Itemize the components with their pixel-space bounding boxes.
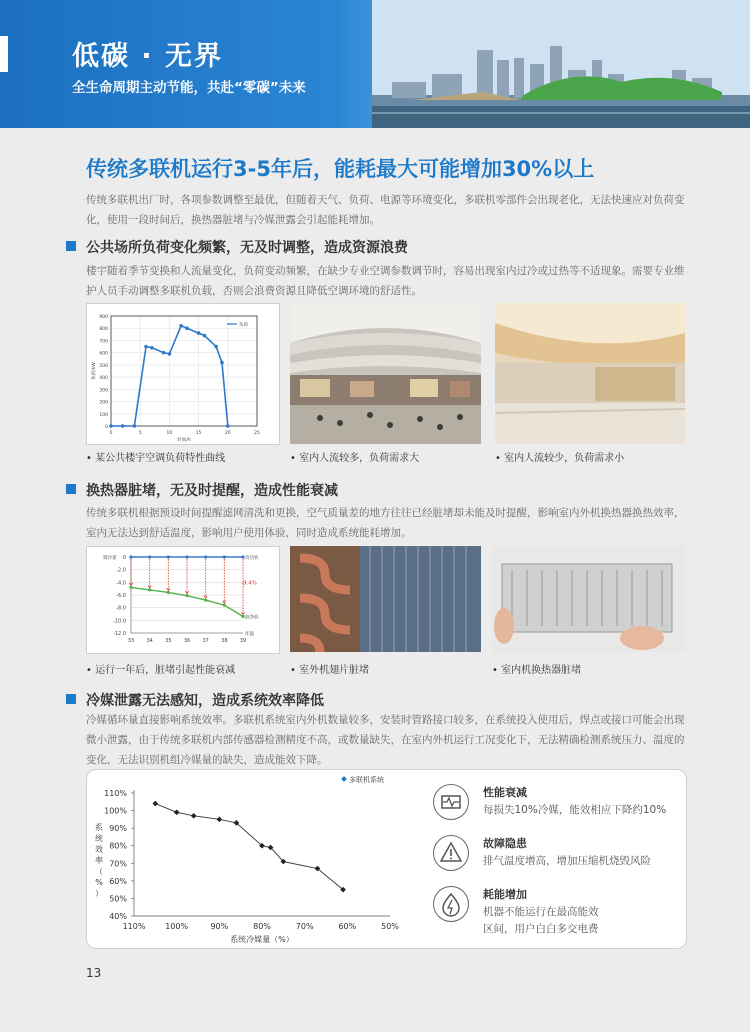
y-tick-label: 80% <box>109 841 127 851</box>
x-tick-label: 34 <box>146 638 153 644</box>
mall-busy-photo <box>290 303 481 444</box>
x-tick-label: 35 <box>165 638 172 644</box>
fault-hazard-icon <box>433 835 469 871</box>
caption: • 室外机翅片脏堵 <box>290 665 370 676</box>
load-curve-svg <box>87 304 279 444</box>
y-axis-label: 负荷/kW <box>92 362 97 380</box>
city-skyline-image <box>372 0 750 128</box>
cooling-decline-svg <box>87 547 279 653</box>
x-tick-label: 70% <box>295 922 314 931</box>
data-point <box>223 555 226 558</box>
data-point <box>133 424 137 428</box>
page-title: 低碳 · 无界 <box>72 41 224 72</box>
x-tick-label: 25 <box>254 431 260 436</box>
x-tick-label: 5 <box>138 431 142 436</box>
outdoor-fin-photo <box>290 546 481 652</box>
y-axis-label-char: % <box>95 878 103 887</box>
x-tick-label: 100% <box>165 922 189 931</box>
data-point <box>185 326 189 330</box>
x-tick-label: 50% <box>381 922 399 931</box>
y-tick-label: 110% <box>104 789 127 798</box>
y-tick-label: 0 <box>122 555 126 561</box>
x-axis-label: 时间/h <box>177 438 191 443</box>
efficiency-chart-svg <box>87 770 417 948</box>
y-axis-label-char: 系 <box>95 823 103 832</box>
y-tick-label: 400 <box>99 376 108 382</box>
data-point <box>150 346 154 350</box>
x-tick-label: 38 <box>221 638 228 644</box>
y-axis-label-char: 统 <box>95 834 103 843</box>
data-point <box>197 331 201 335</box>
legend-swatch <box>341 776 347 782</box>
data-point <box>204 555 207 558</box>
data-point <box>217 817 223 823</box>
y-tick-label: 200 <box>99 400 108 406</box>
side-item <box>433 833 673 879</box>
intro-paragraph: 传统多联机出厂时，各项参数调整至最优，但随着天气、负荷、电源等环境变化，多联机零部件会出现老化，无法快速应对负荷变化，使用一段时间后，换热器脏堵与冷媒泄露会引起能耗增加。 <box>86 194 685 226</box>
section-heading-refrigerant <box>66 690 324 710</box>
energy-increase-icon <box>433 886 469 922</box>
section-heading-clog <box>66 480 338 500</box>
data-point <box>153 801 159 807</box>
y-axis-label-char: 效 <box>95 845 103 854</box>
y-tick-label: 90% <box>109 824 127 834</box>
plot-frame <box>111 316 257 426</box>
data-point <box>226 424 230 428</box>
bullet-square-icon <box>66 484 76 494</box>
x-tick-label: 60% <box>338 922 357 931</box>
x-tick-label: 80% <box>253 922 271 931</box>
y-tick-label: 100 <box>99 412 108 418</box>
y-tick-label: 600 <box>99 351 108 357</box>
header-accent-bar <box>0 36 8 72</box>
side-heading: 性能衰减 <box>483 786 527 799</box>
data-point <box>174 810 180 816</box>
y-tick-label: -12.0 <box>113 631 126 637</box>
data-point <box>109 424 113 428</box>
annotation-label: -9.4% <box>241 580 257 587</box>
x-tick-label: 10 <box>166 431 173 436</box>
data-point <box>129 586 132 589</box>
performance-decline-icon <box>433 784 469 820</box>
x-tick-label: 39 <box>239 638 247 644</box>
y-tick-label: 300 <box>99 388 108 394</box>
page-number: 13 <box>86 966 102 980</box>
load-curve-chart <box>86 303 280 445</box>
main-heading: 传统多联机运行3-5年后，能耗最大可能增加30%以上 <box>86 157 595 181</box>
data-point <box>148 588 151 591</box>
x-tick-label: 20 <box>224 431 231 436</box>
series-label: 脏净机 <box>245 615 259 621</box>
bullet-square-icon <box>66 241 76 251</box>
y-tick-label: -2.0 <box>116 567 126 574</box>
x-axis-label: 环温 <box>245 632 254 637</box>
y-tick-label: 500 <box>99 363 108 369</box>
indoor-coil-photo <box>492 546 685 652</box>
header-banner <box>0 0 750 128</box>
x-tick-label: 15 <box>195 431 202 436</box>
section-title: 换热器脏堵，无及时提醒，造成性能衰减 <box>86 483 338 499</box>
section-title: 冷媒泄露无法感知，造成系统效率降低 <box>86 693 324 709</box>
x-tick-label: 36 <box>183 638 191 644</box>
y-tick-label: 100% <box>104 806 127 816</box>
caption: • 某公共楼宇空调负荷特性曲线 <box>86 453 226 464</box>
y-tick-label: 0 <box>105 425 108 430</box>
section-paragraph: 楼宇随着季节变换和人流量变化，负荷变动频繁，在缺少专业空调参数调节时，容易出现室内过冷或过热等不适现象。需要专业维护人员手动调整多联机负载，否则会浪费资源且降低空调环境的舒适性。 <box>86 265 685 297</box>
y-tick-label: 60% <box>109 876 127 886</box>
section-title: 公共场所负荷变化频繁，无及时调整，造成资源浪费 <box>86 240 408 256</box>
data-point <box>185 555 188 558</box>
cooling-decline-chart <box>86 546 280 654</box>
refrigerant-efficiency-panel <box>86 769 687 949</box>
side-heading: 耗能增加 <box>483 888 527 901</box>
data-point <box>214 345 218 349</box>
side-text: 每损失10%冷媒，能效相应下降约10% <box>483 804 667 816</box>
legend-label: 多联机系统 <box>349 776 384 784</box>
data-point <box>148 555 151 558</box>
y-tick-label: -6.0 <box>116 593 126 599</box>
y-axis-label-char: 率 <box>95 856 103 865</box>
data-point <box>191 813 197 819</box>
y-tick-label: -10.0 <box>113 618 126 625</box>
data-point <box>162 351 166 355</box>
side-text: 排气温度增高，增加压缩机烧毁风险 <box>483 855 651 867</box>
caption: • 运行一年后，脏堵引起性能衰减 <box>86 665 236 676</box>
series-label: 清洁机 <box>245 556 259 561</box>
data-point <box>121 424 125 428</box>
x-tick-label: 33 <box>127 638 135 644</box>
side-item <box>433 782 673 828</box>
bullet-square-icon <box>66 694 76 704</box>
data-point <box>185 594 188 597</box>
arrow-head <box>223 601 226 604</box>
side-heading: 故障隐患 <box>483 837 527 850</box>
y-axis-label: 制冷量 <box>103 556 117 561</box>
data-point <box>167 555 170 558</box>
data-point <box>168 352 172 356</box>
y-tick-label: 900 <box>99 315 108 320</box>
y-axis-label-char: ） <box>95 889 103 898</box>
y-tick-label: 700 <box>99 339 108 345</box>
data-point <box>129 555 132 558</box>
data-point <box>204 598 207 601</box>
x-tick-label: 90% <box>210 922 229 931</box>
series-line <box>155 804 343 890</box>
side-item <box>433 884 673 940</box>
section-heading-load <box>66 237 408 257</box>
y-tick-label: 70% <box>109 859 127 869</box>
mall-empty-photo <box>495 303 685 444</box>
y-tick-label: 800 <box>99 327 108 333</box>
y-axis-label-char: （ <box>95 867 103 876</box>
x-tick-label: 0 <box>109 431 113 436</box>
data-point <box>223 604 226 607</box>
x-tick-label: 110% <box>122 922 146 931</box>
y-tick-label: 50% <box>109 894 127 904</box>
section-paragraph: 冷媒循环量直接影响系统效率。多联机系统室内外机数量较多，安装时管路接口较多，在系统投入使用后，焊点或接口可能会出现微小泄露，由于传统多联机内部传感器检测精度不高，或数量缺失，在室内外机运行工况变化下，无法精确检测系统压力、温度的变化，无法识别机组冷媒量的缺失，造成能效下降。 <box>86 714 685 766</box>
legend-label: 负荷 <box>239 323 248 328</box>
data-point <box>220 361 224 365</box>
page-subtitle: 全生命周期主动节能，共赴“零碳”未来 <box>72 80 306 96</box>
section-paragraph: 传统多联机根据预设时间提醒滤网清洗和更换，空气质量差的地方往往已经脏堵却未能及时提醒，影响室内外机换热器换热效率，室内无法达到舒适温度，影响用户使用体验，同时造成系统能耗增加。 <box>86 507 685 539</box>
caption: • 室内机换热器脏堵 <box>492 665 582 676</box>
side-text: 机器不能运行在最高能效区间，用户白白多交电费 <box>483 906 599 935</box>
x-tick-label: 37 <box>202 638 209 644</box>
data-point <box>203 334 207 338</box>
data-point <box>179 324 183 328</box>
y-tick-label: 40% <box>109 912 127 921</box>
y-tick-label: -4.0 <box>116 580 126 587</box>
caption: • 室内人流较多，负荷需求大 <box>290 453 420 464</box>
x-axis-label: 系统冷媒量（%） <box>230 935 294 944</box>
caption: • 室内人流较少，负荷需求小 <box>495 453 625 464</box>
y-tick-label: -8.0 <box>116 605 126 612</box>
data-point <box>144 345 148 349</box>
data-point <box>167 591 170 594</box>
